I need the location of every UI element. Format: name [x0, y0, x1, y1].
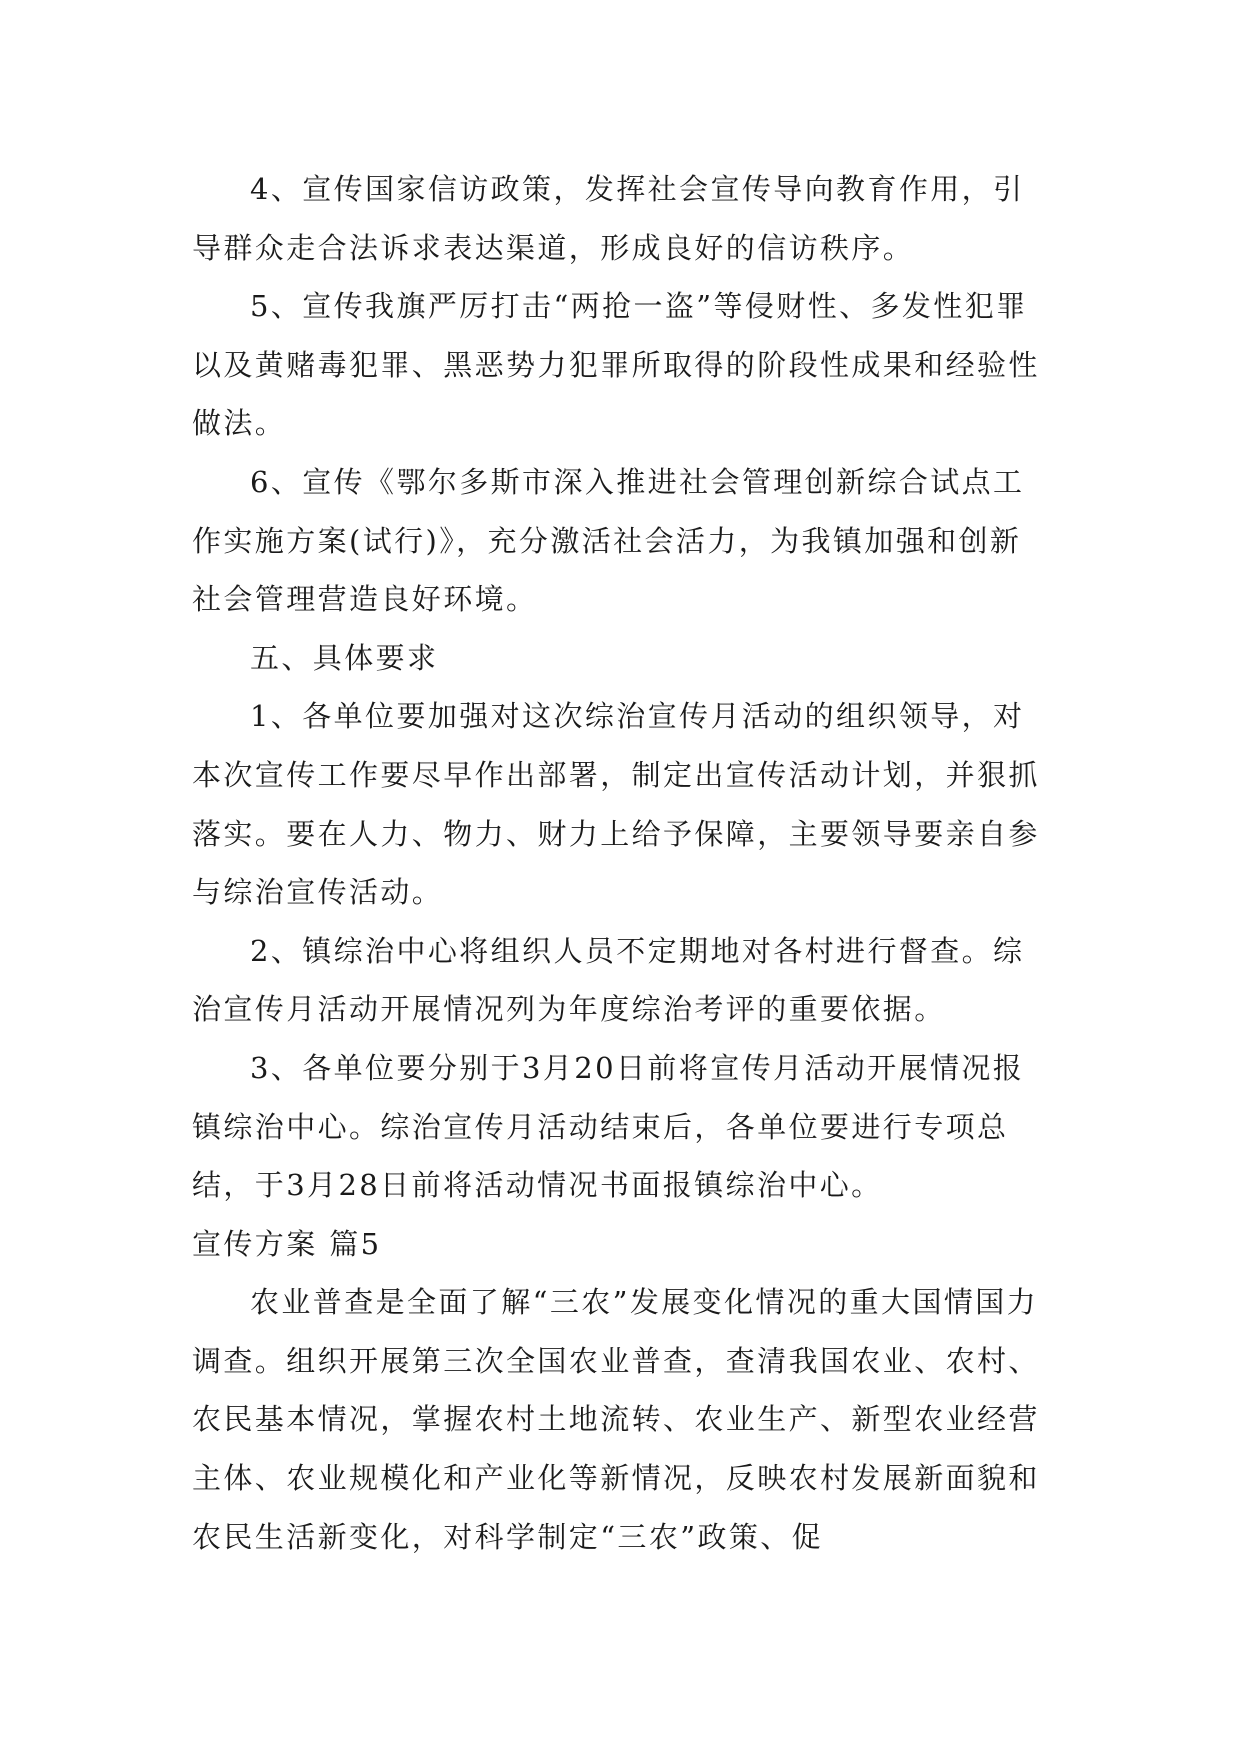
paragraph-item-6: 6、宣传《鄂尔多斯市深入推进社会管理创新综合试点工作实施方案(试行)》，充分激活社会活力，为我镇加强和创新社会管理营造良好环境。	[192, 464, 1025, 617]
paragraph-item-4: 4、宣传国家信访政策，发挥社会宣传导向教育作用，引导群众走合法诉求表达渠道，形成良好的信访秩序。	[192, 172, 1025, 265]
paragraph-requirement-3: 3、各单位要分别于3月20日前将宣传月活动开展情况报镇综治中心。综治宣传月活动结束后，各单位要进行专项总结，于3月28日前将活动情况书面报镇综治中心。	[192, 1050, 1025, 1203]
paragraph-item-5: 5、宣传我旗严厉打击“两抢一盗”等侵财性、多发性犯罪以及黄赌毒犯罪、黑恶势力犯罪所取得的阶段性成果和经验性做法。	[192, 289, 1040, 441]
paragraph-requirement-1: 1、各单位要加强对这次综治宣传月活动的组织领导，对本次宣传工作要尽早作出部署，制定出宣传活动计划，并狠抓落实。要在人力、物力、财力上给予保障，主要领导要亲自参与综治宣传活动。	[192, 699, 1040, 910]
paragraph-requirement-2: 2、镇综治中心将组织人员不定期地对各村进行督查。综治宣传月活动开展情况列为年度综治考评的重要依据。	[192, 933, 1025, 1027]
section-title-plan-5: 宣传方案 篇5	[192, 1226, 382, 1261]
paragraph-agri-census-intro: 农业普查是全面了解“三农”发展变化情况的重大国情国力调查。组织开展第三次全国农业普查，查清我国农业、农村、农民基本情况，掌握农村土地流转、农业生产、新型农业经营主体、农业规模化和产业化等新情况，反映农村发展新面貌和农民生活新变化，对科学制定“三农”政策、促	[192, 1285, 1040, 1554]
document-body	[192, 160, 1052, 1566]
section-heading-requirements: 五、具体要求	[250, 640, 439, 675]
